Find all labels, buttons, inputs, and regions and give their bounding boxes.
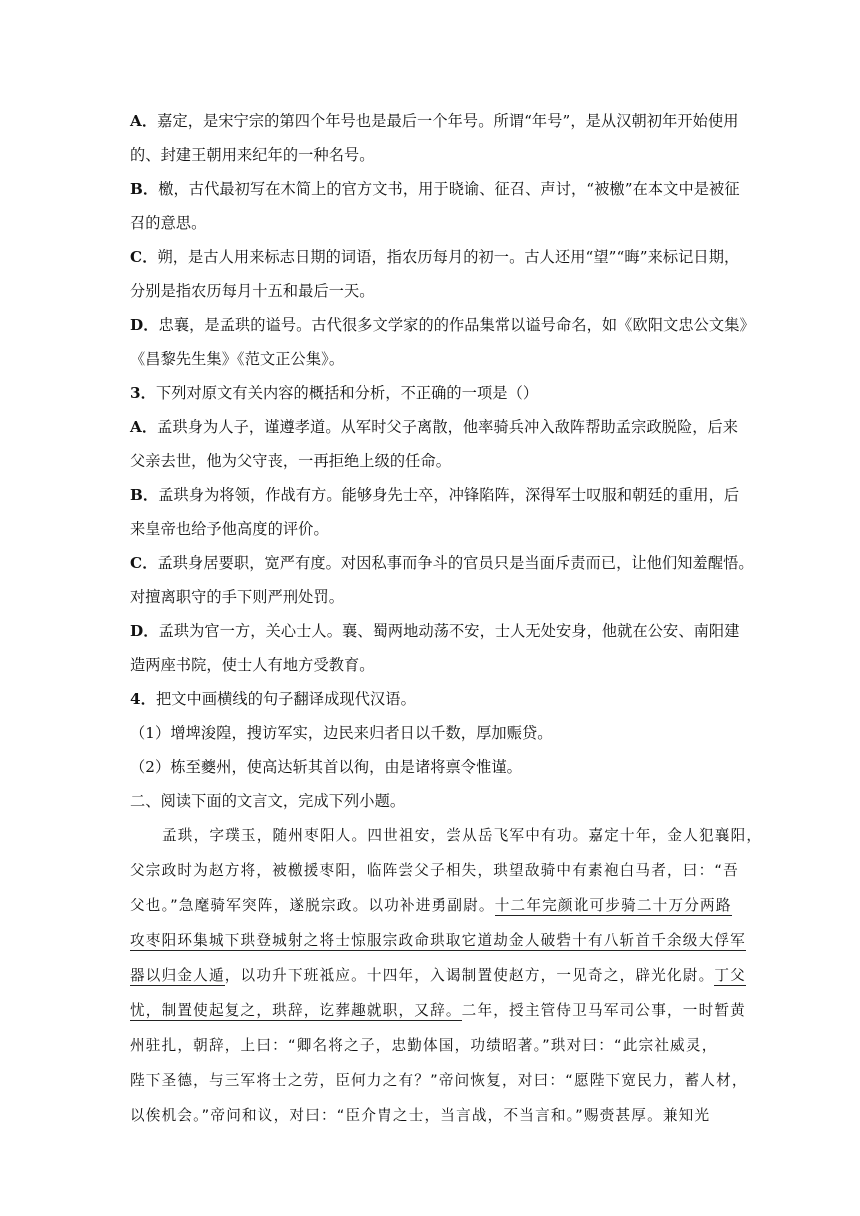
- q2-option-d: [130, 308, 755, 376]
- option-text: 檄，古代最初写在木简上的官方文书，用于晓谕、征召、声讨，“被檄”在本文中是被征: [158, 180, 740, 198]
- question-text: 下列对原文有关内容的概括和分析，不正确的一项是（）: [155, 384, 539, 402]
- question-number: 3．: [130, 384, 156, 402]
- q4-stem: [130, 682, 732, 716]
- option-text-cont: 造两座书院，使士人有地方受教育。: [130, 656, 375, 674]
- option-letter: A．: [130, 112, 158, 130]
- document-page: [130, 104, 763, 1133]
- question-number: 4．: [130, 690, 156, 708]
- q2-option-b: [130, 172, 740, 240]
- passage-text: 父也。”急麾骑军突阵，遂脱宗政。以功补进勇副尉。: [130, 897, 495, 914]
- passage-text: ，以功升下班祗应。十四年，入谒制置使赵方，一见奇之，辟光化尉。: [224, 967, 715, 984]
- option-text: 孟珙身为将领，作战有方。能够身先士卒，冲锋陷阵，深得军士叹服和朝廷的重用，后: [158, 486, 740, 504]
- passage-line: [130, 958, 746, 993]
- passage-line: 孟珙，字璞玉，随州枣阳人。四世祖安，尝从岳飞军中有功。嘉定十年，金人犯襄阳，: [162, 827, 763, 844]
- underlined-sentence: 器以归金人遁: [130, 967, 225, 984]
- option-letter: C．: [130, 554, 158, 572]
- q2-option-c: [130, 240, 740, 308]
- q3-option-d: [130, 614, 740, 682]
- option-text-cont: 的、封建王朝用来纪年的一种名号。: [130, 146, 375, 164]
- q3-option-c: [130, 546, 754, 614]
- q3-option-b: [130, 478, 740, 546]
- passage-line: [130, 993, 746, 1028]
- section-heading: 二、阅读下面的文言文，完成下列小题。: [130, 792, 406, 810]
- underlined-sentence: 丁父: [714, 967, 746, 984]
- option-text: 忠襄，是孟珙的谥号。古代很多文学家的的作品集常以谥号命名，如《欧阳文忠公文集》: [158, 316, 755, 334]
- option-text: 嘉定，是宋宁宗的第四个年号也是最后一个年号。所谓“年号”，是从汉朝初年开始使用: [157, 112, 739, 130]
- option-letter: D．: [130, 622, 159, 640]
- underlined-sentence: 忧，制置使起复之，珙辞，讫葬趣就职，又辞。: [130, 1002, 462, 1019]
- option-text-cont: 分别是指农历每月十五和最后一天。: [130, 282, 375, 300]
- passage-line: [130, 923, 746, 958]
- underlined-sentence: 攻枣阳环集城下珙登城射之将士惊服宗政命珙取它道劫金人破砦十有八斩首千余级大俘军: [130, 932, 746, 949]
- question-text: 把文中画横线的句子翻译成现代汉语。: [155, 690, 416, 708]
- q3-stem: [130, 376, 732, 410]
- passage-line: [130, 888, 732, 923]
- option-letter: B．: [130, 486, 159, 504]
- option-text: 孟珙为官一方，关心士人。襄、蜀两地动荡不安，士人无处安身，他就在公安、南阳建: [158, 622, 740, 640]
- option-text-cont: 父亲去世，他为父守丧，一再拒绝上级的任命。: [130, 452, 452, 470]
- passage-line: 州驻扎，朝辞，上曰：“卿名将之子，忠勤体国，功绩昭著。”珙对曰：“此宗社威灵，: [130, 1037, 718, 1054]
- passage-line: 陛下圣德，与三军将士之劳，臣何力之有？”帝问恢复，对曰：“愿陛下宽民力，蓄人材，: [130, 1072, 748, 1089]
- option-text: 孟珙身居要职，宽严有度。对因私事而争斗的官员只是当面斥责而已，让他们知羞醒悟。: [157, 554, 754, 572]
- passage-line: 父宗政时为赵方将，被檄援枣阳，临阵尝父子相失，珙望敌骑中有素袍白马者，曰：“吾: [130, 862, 739, 879]
- passage-line: 以俟机会。”帝问和议，对曰：“臣介胄之士，当言战，不当言和。”赐赍甚厚。兼知光: [130, 1107, 711, 1124]
- passage-text: 二年，授主管侍卫马军司公事，一时暂黄: [461, 1002, 746, 1019]
- option-text-cont: 召的意思。: [130, 214, 207, 232]
- option-letter: C．: [130, 248, 158, 266]
- passage: [130, 818, 763, 1133]
- option-letter: A．: [130, 418, 158, 436]
- q4-item-2: （2）栋至夔州，使高达斩其首以徇，由是诸将禀令惟谨。: [130, 758, 522, 776]
- option-text-cont: 来皇帝也给予他高度的评价。: [130, 520, 329, 538]
- q2-option-a: [130, 104, 739, 172]
- underlined-sentence: 十二年完颜讹可步骑二十万分两路: [494, 897, 732, 914]
- q3-option-a: [130, 410, 739, 478]
- option-letter: B．: [130, 180, 159, 198]
- option-text: 朔，是古人用来标志日期的词语，指农历每月的初一。古人还用“望”“晦”来标记日期，: [157, 248, 740, 266]
- option-letter: D．: [130, 316, 159, 334]
- option-text: 孟珙身为人子，谨遵孝道。从军时父子离散，他率骑兵冲入敌阵帮助孟宗政脱险，后来: [157, 418, 739, 436]
- q4-item-1: （1）增埤浚隍，搜访军实，边民来归者日以千数，厚加赈贷。: [130, 724, 553, 742]
- option-text-cont: 对擅离职守的手下则严刑处罚。: [130, 588, 345, 606]
- option-text-cont: 《昌黎先生集》《范文正公集》。: [130, 350, 345, 368]
